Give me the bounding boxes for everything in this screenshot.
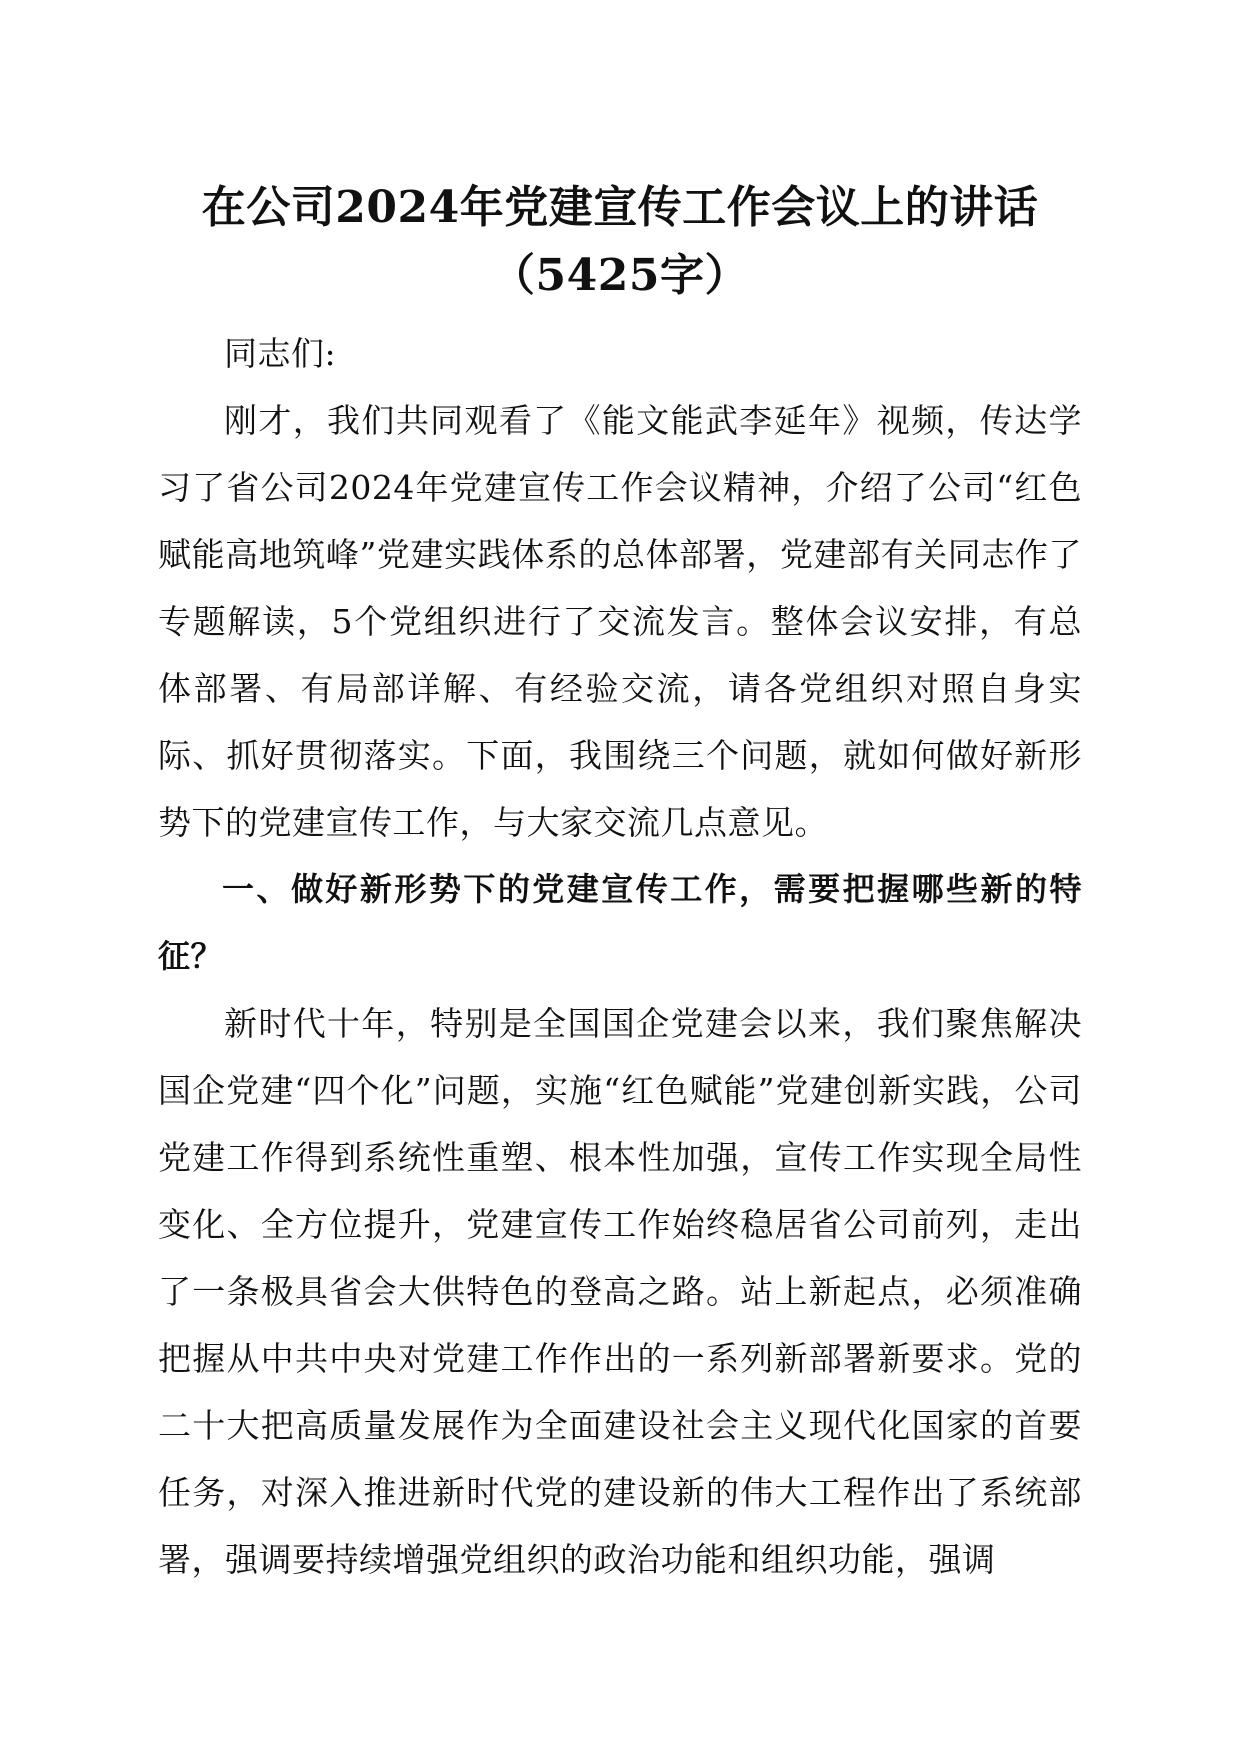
word-count-subtitle: （5425字） xyxy=(491,250,749,301)
page-title: 在公司2024年党建宣传工作会议上的讲话 xyxy=(201,182,1039,233)
body-paragraph: 刚才，我们共同观看了《能文能武李延年》视频，传达学习了省公司2024年党建宣传工作会议精神，介绍了公司“红色赋能高地筑峰”党建实践体系的总体部署，党建部有关同志作了专题解读，5个党组织进行了交流发言。整体会议安排，有总体部署、有局部详解、有经验交流，请各党组织对照自身实际、抓好贯彻落实。下面，我围绕三个问题，就如何做好新形势下的党建宣传工作，与大家交流几点意见。 xyxy=(158,401,1082,842)
speech-body xyxy=(158,320,1082,1593)
section-heading-1: 一、做好新形势下的党建宣传工作，需要把握哪些新的特征？ xyxy=(158,870,1082,975)
body-paragraph: 新时代十年，特别是全国国企党建会以来，我们聚焦解决国企党建“四个化”问题，实施“红色赋能”党建创新实践，公司党建工作得到系统性重塑、根本性加强，宣传工作实现全局性变化、全方位提升，党建宣传工作始终稳居省公司前列，走出了一条极具省会大供特色的登高之路。站上新起点，必须准确把握从中共中央对党建工作作出的一系列新部署新要求。党的二十大把高质量发展作为全面建设社会主义现代化国家的首要任务，对深入推进新时代党的建设新的伟大工程作出了系统部署，强调要持续增强党组织的政治功能和组织功能，强调 xyxy=(158,1004,1082,1579)
salutation: 同志们: xyxy=(224,334,337,373)
